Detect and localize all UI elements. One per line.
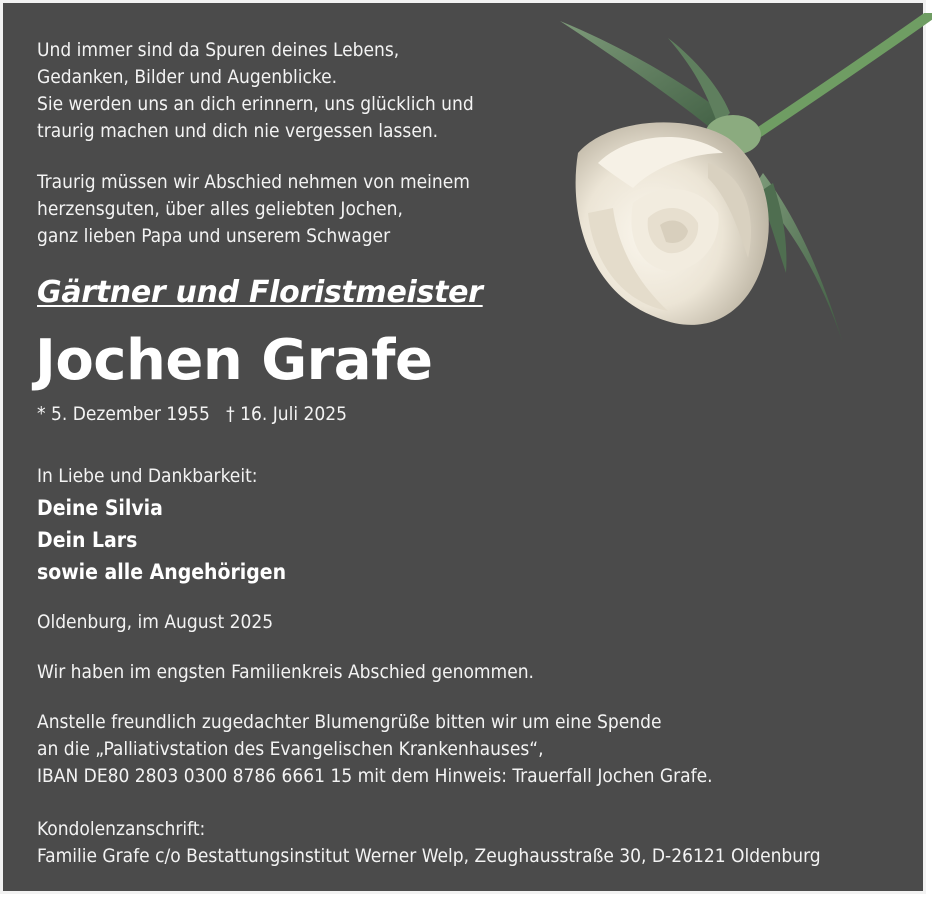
poem-line: Und immer sind da Spuren deines Lebens, [37, 39, 400, 61]
white-rose-image [548, 13, 932, 363]
condolence-address: Familie Grafe c/o Bestattungsinstitut Werner Welp, Zeughausstraße 30, D-26121 Oldenburg [37, 845, 821, 867]
poem-line: traurig machen und dich nie vergessen lassen. [37, 120, 439, 142]
poem-line: Sie werden uns an dich erinnern, uns glücklich und [37, 93, 474, 115]
mourner-name: Deine Silvia [37, 496, 163, 520]
mourner-name: sowie alle Angehörigen [37, 560, 287, 584]
profession-title: Gärtner und Floristmeister [37, 275, 483, 310]
life-dates: * 5. Dezember 1955 † 16. Juli 2025 [37, 403, 347, 425]
poem-line: Gedanken, Bilder und Augenblicke. [37, 66, 338, 88]
donation-line: IBAN DE80 2803 0300 8786 6661 15 mit dem Hinweis: Trauerfall Jochen Grafe. [37, 765, 713, 787]
donation-line: an die „Palliativstation des Evangelischen Krankenhauses“, [37, 738, 544, 760]
farewell-note: Wir haben im engsten Familienkreis Abschied genommen. [37, 661, 534, 683]
condolence-label: Kondolenzanschrift: [37, 818, 206, 840]
intro-line: ganz lieben Papa und unserem Schwager [37, 225, 391, 247]
intro-line: herzensguten, über alles geliebten Jochen, [37, 198, 403, 220]
place-date: Oldenburg, im August 2025 [37, 611, 274, 633]
mourner-name: Dein Lars [37, 528, 138, 552]
intro-line: Traurig müssen wir Abschied nehmen von meinem [37, 171, 470, 193]
deceased-name: Jochen Grafe [35, 328, 433, 393]
donation-line: Anstelle freundlich zugedachter Blumengrüße bitten wir um eine Spende [37, 711, 662, 733]
mourners-intro: In Liebe und Dankbarkeit: [37, 465, 258, 487]
